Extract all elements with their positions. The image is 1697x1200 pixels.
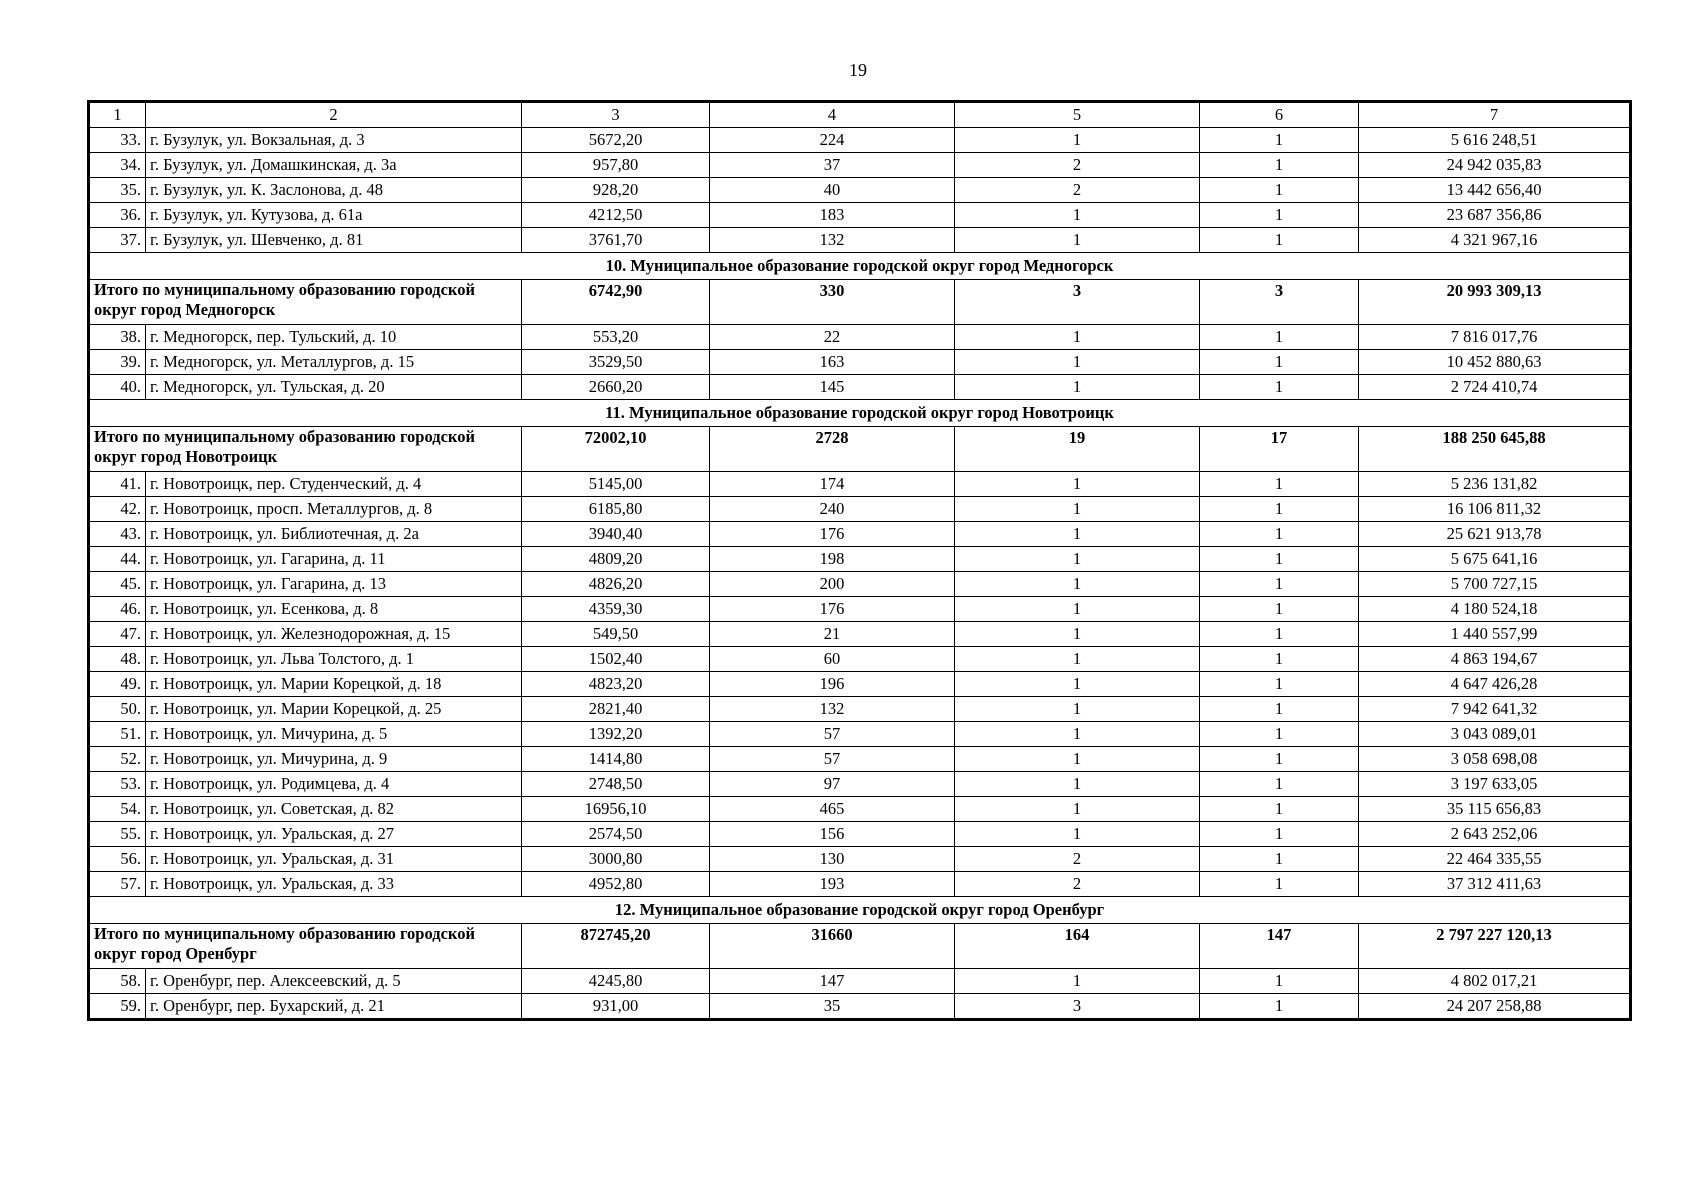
cost-cell: 4 802 017,21 bbox=[1359, 969, 1631, 994]
area-cell: 3761,70 bbox=[522, 228, 710, 253]
residents-cell: 193 bbox=[710, 872, 955, 897]
cost-cell: 13 442 656,40 bbox=[1359, 178, 1631, 203]
count-cell: 1 bbox=[1200, 722, 1359, 747]
address-cell: г. Новотроицк, просп. Металлургов, д. 8 bbox=[146, 497, 522, 522]
row-number: 48. bbox=[89, 647, 146, 672]
total-value: 188 250 645,88 bbox=[1359, 427, 1631, 472]
section-row bbox=[89, 253, 1631, 280]
residents-cell: 97 bbox=[710, 772, 955, 797]
count-cell: 1 bbox=[955, 497, 1200, 522]
count-cell: 1 bbox=[955, 375, 1200, 400]
total-value: 330 bbox=[710, 280, 955, 325]
table-row bbox=[89, 969, 1631, 994]
table-row bbox=[89, 497, 1631, 522]
cost-cell: 5 616 248,51 bbox=[1359, 128, 1631, 153]
cost-cell: 22 464 335,55 bbox=[1359, 847, 1631, 872]
address-cell: г. Оренбург, пер. Бухарский, д. 21 bbox=[146, 994, 522, 1020]
count-cell: 1 bbox=[955, 672, 1200, 697]
address-cell: г. Новотроицк, ул. Гагарина, д. 13 bbox=[146, 572, 522, 597]
cost-cell: 3 197 633,05 bbox=[1359, 772, 1631, 797]
column-number: 5 bbox=[955, 102, 1200, 128]
table-row bbox=[89, 153, 1631, 178]
count-cell: 2 bbox=[955, 153, 1200, 178]
section-title: 11. Муниципальное образование городской округ город Новотроицк bbox=[89, 400, 1631, 427]
count-cell: 1 bbox=[1200, 847, 1359, 872]
count-cell: 1 bbox=[955, 597, 1200, 622]
table-row bbox=[89, 178, 1631, 203]
cost-cell: 4 180 524,18 bbox=[1359, 597, 1631, 622]
address-cell: г. Новотроицк, ул. Марии Корецкой, д. 18 bbox=[146, 672, 522, 697]
area-cell: 928,20 bbox=[522, 178, 710, 203]
count-cell: 1 bbox=[955, 822, 1200, 847]
total-value: 3 bbox=[955, 280, 1200, 325]
cost-cell: 4 647 426,28 bbox=[1359, 672, 1631, 697]
area-cell: 4826,20 bbox=[522, 572, 710, 597]
row-number: 38. bbox=[89, 325, 146, 350]
total-value: 147 bbox=[1200, 924, 1359, 969]
table-row bbox=[89, 772, 1631, 797]
total-value: 2728 bbox=[710, 427, 955, 472]
total-value: 6742,90 bbox=[522, 280, 710, 325]
table-body bbox=[89, 102, 1631, 1020]
total-value: 17 bbox=[1200, 427, 1359, 472]
count-cell: 1 bbox=[1200, 203, 1359, 228]
area-cell: 16956,10 bbox=[522, 797, 710, 822]
residents-cell: 176 bbox=[710, 597, 955, 622]
table-row bbox=[89, 128, 1631, 153]
count-cell: 1 bbox=[1200, 697, 1359, 722]
row-number: 50. bbox=[89, 697, 146, 722]
cost-cell: 37 312 411,63 bbox=[1359, 872, 1631, 897]
residents-cell: 224 bbox=[710, 128, 955, 153]
total-value: 164 bbox=[955, 924, 1200, 969]
table-row bbox=[89, 375, 1631, 400]
address-cell: г. Новотроицк, ул. Мичурина, д. 5 bbox=[146, 722, 522, 747]
residents-cell: 147 bbox=[710, 969, 955, 994]
area-cell: 1392,20 bbox=[522, 722, 710, 747]
table-row bbox=[89, 522, 1631, 547]
area-cell: 2574,50 bbox=[522, 822, 710, 847]
count-cell: 1 bbox=[1200, 547, 1359, 572]
count-cell: 1 bbox=[1200, 153, 1359, 178]
count-cell: 1 bbox=[955, 228, 1200, 253]
cost-cell: 7 942 641,32 bbox=[1359, 697, 1631, 722]
cost-cell: 5 700 727,15 bbox=[1359, 572, 1631, 597]
table-row bbox=[89, 994, 1631, 1020]
table-row bbox=[89, 672, 1631, 697]
count-cell: 1 bbox=[1200, 572, 1359, 597]
total-value: 20 993 309,13 bbox=[1359, 280, 1631, 325]
table-row bbox=[89, 547, 1631, 572]
count-cell: 1 bbox=[1200, 325, 1359, 350]
residents-cell: 40 bbox=[710, 178, 955, 203]
count-cell: 1 bbox=[1200, 522, 1359, 547]
area-cell: 553,20 bbox=[522, 325, 710, 350]
count-cell: 1 bbox=[955, 747, 1200, 772]
cost-cell: 23 687 356,86 bbox=[1359, 203, 1631, 228]
total-value: 2 797 227 120,13 bbox=[1359, 924, 1631, 969]
residents-cell: 198 bbox=[710, 547, 955, 572]
area-cell: 957,80 bbox=[522, 153, 710, 178]
count-cell: 1 bbox=[955, 325, 1200, 350]
cost-cell: 4 321 967,16 bbox=[1359, 228, 1631, 253]
residents-cell: 196 bbox=[710, 672, 955, 697]
address-cell: г. Новотроицк, ул. Железнодорожная, д. 15 bbox=[146, 622, 522, 647]
area-cell: 3940,40 bbox=[522, 522, 710, 547]
row-number: 49. bbox=[89, 672, 146, 697]
area-cell: 3000,80 bbox=[522, 847, 710, 872]
cost-cell: 1 440 557,99 bbox=[1359, 622, 1631, 647]
column-number-row bbox=[89, 102, 1631, 128]
residents-cell: 176 bbox=[710, 522, 955, 547]
row-number: 35. bbox=[89, 178, 146, 203]
count-cell: 1 bbox=[1200, 772, 1359, 797]
residents-cell: 21 bbox=[710, 622, 955, 647]
column-number: 7 bbox=[1359, 102, 1631, 128]
row-number: 45. bbox=[89, 572, 146, 597]
area-cell: 4823,20 bbox=[522, 672, 710, 697]
total-value: 19 bbox=[955, 427, 1200, 472]
area-cell: 5145,00 bbox=[522, 472, 710, 497]
column-number: 6 bbox=[1200, 102, 1359, 128]
address-cell: г. Новотроицк, ул. Советская, д. 82 bbox=[146, 797, 522, 822]
count-cell: 1 bbox=[1200, 872, 1359, 897]
total-row bbox=[89, 427, 1631, 472]
table-row bbox=[89, 325, 1631, 350]
row-number: 53. bbox=[89, 772, 146, 797]
row-number: 59. bbox=[89, 994, 146, 1020]
row-number: 40. bbox=[89, 375, 146, 400]
address-cell: г. Бузулук, ул. Шевченко, д. 81 bbox=[146, 228, 522, 253]
count-cell: 1 bbox=[955, 547, 1200, 572]
count-cell: 1 bbox=[1200, 969, 1359, 994]
area-cell: 4245,80 bbox=[522, 969, 710, 994]
count-cell: 1 bbox=[1200, 228, 1359, 253]
total-label: Итого по муниципальному образованию городской округ город Оренбург bbox=[89, 924, 522, 969]
address-cell: г. Бузулук, ул. Домашкинская, д. 3а bbox=[146, 153, 522, 178]
address-cell: г. Новотроицк, ул. Уральская, д. 27 bbox=[146, 822, 522, 847]
address-cell: г. Новотроицк, ул. Гагарина, д. 11 bbox=[146, 547, 522, 572]
table-row bbox=[89, 647, 1631, 672]
row-number: 43. bbox=[89, 522, 146, 547]
cost-cell: 25 621 913,78 bbox=[1359, 522, 1631, 547]
section-row bbox=[89, 400, 1631, 427]
residents-cell: 156 bbox=[710, 822, 955, 847]
cost-cell: 7 816 017,76 bbox=[1359, 325, 1631, 350]
address-cell: г. Бузулук, ул. К. Заслонова, д. 48 bbox=[146, 178, 522, 203]
address-cell: г. Новотроицк, ул. Библиотечная, д. 2а bbox=[146, 522, 522, 547]
count-cell: 1 bbox=[955, 622, 1200, 647]
cost-cell: 24 207 258,88 bbox=[1359, 994, 1631, 1020]
total-value: 31660 bbox=[710, 924, 955, 969]
area-cell: 2748,50 bbox=[522, 772, 710, 797]
count-cell: 1 bbox=[955, 203, 1200, 228]
row-number: 51. bbox=[89, 722, 146, 747]
residents-cell: 22 bbox=[710, 325, 955, 350]
area-cell: 3529,50 bbox=[522, 350, 710, 375]
count-cell: 1 bbox=[955, 572, 1200, 597]
table-row bbox=[89, 822, 1631, 847]
residents-cell: 200 bbox=[710, 572, 955, 597]
table-row bbox=[89, 872, 1631, 897]
table-row bbox=[89, 847, 1631, 872]
table-row bbox=[89, 747, 1631, 772]
row-number: 36. bbox=[89, 203, 146, 228]
section-title: 10. Муниципальное образование городской округ город Медногорск bbox=[89, 253, 1631, 280]
count-cell: 1 bbox=[1200, 647, 1359, 672]
address-cell: г. Медногорск, пер. Тульский, д. 10 bbox=[146, 325, 522, 350]
count-cell: 1 bbox=[955, 522, 1200, 547]
count-cell: 1 bbox=[1200, 128, 1359, 153]
count-cell: 1 bbox=[955, 969, 1200, 994]
area-cell: 4952,80 bbox=[522, 872, 710, 897]
address-cell: г. Новотроицк, ул. Уральская, д. 31 bbox=[146, 847, 522, 872]
cost-cell: 5 675 641,16 bbox=[1359, 547, 1631, 572]
housing-table bbox=[87, 100, 1632, 1021]
residents-cell: 57 bbox=[710, 747, 955, 772]
table-row bbox=[89, 622, 1631, 647]
count-cell: 1 bbox=[955, 128, 1200, 153]
count-cell: 1 bbox=[1200, 672, 1359, 697]
row-number: 57. bbox=[89, 872, 146, 897]
row-number: 47. bbox=[89, 622, 146, 647]
count-cell: 1 bbox=[955, 472, 1200, 497]
area-cell: 4809,20 bbox=[522, 547, 710, 572]
count-cell: 1 bbox=[955, 722, 1200, 747]
residents-cell: 35 bbox=[710, 994, 955, 1020]
table-row bbox=[89, 472, 1631, 497]
address-cell: г. Бузулук, ул. Кутузова, д. 61а bbox=[146, 203, 522, 228]
cost-cell: 2 643 252,06 bbox=[1359, 822, 1631, 847]
table-row bbox=[89, 797, 1631, 822]
table-row bbox=[89, 203, 1631, 228]
page-number: 19 bbox=[849, 60, 867, 80]
count-cell: 2 bbox=[955, 178, 1200, 203]
table-row bbox=[89, 722, 1631, 747]
count-cell: 3 bbox=[955, 994, 1200, 1020]
column-number: 3 bbox=[522, 102, 710, 128]
residents-cell: 465 bbox=[710, 797, 955, 822]
area-cell: 1502,40 bbox=[522, 647, 710, 672]
total-row bbox=[89, 280, 1631, 325]
row-number: 44. bbox=[89, 547, 146, 572]
address-cell: г. Новотроицк, ул. Мичурина, д. 9 bbox=[146, 747, 522, 772]
section-title: 12. Муниципальное образование городской округ город Оренбург bbox=[89, 897, 1631, 924]
residents-cell: 145 bbox=[710, 375, 955, 400]
count-cell: 1 bbox=[1200, 375, 1359, 400]
count-cell: 1 bbox=[955, 697, 1200, 722]
address-cell: г. Медногорск, ул. Металлургов, д. 15 bbox=[146, 350, 522, 375]
cost-cell: 10 452 880,63 bbox=[1359, 350, 1631, 375]
cost-cell: 4 863 194,67 bbox=[1359, 647, 1631, 672]
row-number: 56. bbox=[89, 847, 146, 872]
row-number: 54. bbox=[89, 797, 146, 822]
area-cell: 6185,80 bbox=[522, 497, 710, 522]
row-number: 52. bbox=[89, 747, 146, 772]
table-row bbox=[89, 572, 1631, 597]
row-number: 58. bbox=[89, 969, 146, 994]
area-cell: 4212,50 bbox=[522, 203, 710, 228]
cost-cell: 2 724 410,74 bbox=[1359, 375, 1631, 400]
residents-cell: 240 bbox=[710, 497, 955, 522]
residents-cell: 183 bbox=[710, 203, 955, 228]
total-row bbox=[89, 924, 1631, 969]
residents-cell: 60 bbox=[710, 647, 955, 672]
address-cell: г. Новотроицк, ул. Льва Толстого, д. 1 bbox=[146, 647, 522, 672]
row-number: 37. bbox=[89, 228, 146, 253]
residents-cell: 132 bbox=[710, 228, 955, 253]
row-number: 39. bbox=[89, 350, 146, 375]
count-cell: 2 bbox=[955, 872, 1200, 897]
total-label: Итого по муниципальному образованию городской округ город Медногорск bbox=[89, 280, 522, 325]
cost-cell: 24 942 035,83 bbox=[1359, 153, 1631, 178]
count-cell: 1 bbox=[955, 647, 1200, 672]
row-number: 34. bbox=[89, 153, 146, 178]
address-cell: г. Медногорск, ул. Тульская, д. 20 bbox=[146, 375, 522, 400]
address-cell: г. Новотроицк, ул. Родимцева, д. 4 bbox=[146, 772, 522, 797]
count-cell: 1 bbox=[955, 797, 1200, 822]
count-cell: 1 bbox=[955, 350, 1200, 375]
area-cell: 1414,80 bbox=[522, 747, 710, 772]
count-cell: 2 bbox=[955, 847, 1200, 872]
cost-cell: 3 043 089,01 bbox=[1359, 722, 1631, 747]
row-number: 55. bbox=[89, 822, 146, 847]
total-value: 72002,10 bbox=[522, 427, 710, 472]
count-cell: 1 bbox=[1200, 497, 1359, 522]
address-cell: г. Новотроицк, ул. Марии Корецкой, д. 25 bbox=[146, 697, 522, 722]
address-cell: г. Новотроицк, ул. Есенкова, д. 8 bbox=[146, 597, 522, 622]
row-number: 42. bbox=[89, 497, 146, 522]
row-number: 33. bbox=[89, 128, 146, 153]
address-cell: г. Бузулук, ул. Вокзальная, д. 3 bbox=[146, 128, 522, 153]
residents-cell: 132 bbox=[710, 697, 955, 722]
address-cell: г. Новотроицк, ул. Уральская, д. 33 bbox=[146, 872, 522, 897]
count-cell: 1 bbox=[1200, 994, 1359, 1020]
total-label: Итого по муниципальному образованию городской округ город Новотроицк bbox=[89, 427, 522, 472]
count-cell: 1 bbox=[1200, 822, 1359, 847]
area-cell: 2821,40 bbox=[522, 697, 710, 722]
count-cell: 1 bbox=[1200, 747, 1359, 772]
cost-cell: 5 236 131,82 bbox=[1359, 472, 1631, 497]
count-cell: 1 bbox=[955, 772, 1200, 797]
column-number: 2 bbox=[146, 102, 522, 128]
table-row bbox=[89, 697, 1631, 722]
area-cell: 4359,30 bbox=[522, 597, 710, 622]
table-row bbox=[89, 597, 1631, 622]
residents-cell: 130 bbox=[710, 847, 955, 872]
count-cell: 1 bbox=[1200, 622, 1359, 647]
area-cell: 2660,20 bbox=[522, 375, 710, 400]
total-value: 872745,20 bbox=[522, 924, 710, 969]
address-cell: г. Оренбург, пер. Алексеевский, д. 5 bbox=[146, 969, 522, 994]
address-cell: г. Новотроицк, пер. Студенческий, д. 4 bbox=[146, 472, 522, 497]
row-number: 46. bbox=[89, 597, 146, 622]
count-cell: 1 bbox=[1200, 178, 1359, 203]
area-cell: 549,50 bbox=[522, 622, 710, 647]
cost-cell: 16 106 811,32 bbox=[1359, 497, 1631, 522]
residents-cell: 163 bbox=[710, 350, 955, 375]
total-value: 3 bbox=[1200, 280, 1359, 325]
section-row bbox=[89, 897, 1631, 924]
count-cell: 1 bbox=[1200, 472, 1359, 497]
count-cell: 1 bbox=[1200, 597, 1359, 622]
residents-cell: 37 bbox=[710, 153, 955, 178]
column-number: 1 bbox=[89, 102, 146, 128]
area-cell: 931,00 bbox=[522, 994, 710, 1020]
row-number: 41. bbox=[89, 472, 146, 497]
count-cell: 1 bbox=[1200, 350, 1359, 375]
residents-cell: 174 bbox=[710, 472, 955, 497]
table-row bbox=[89, 228, 1631, 253]
residents-cell: 57 bbox=[710, 722, 955, 747]
cost-cell: 35 115 656,83 bbox=[1359, 797, 1631, 822]
column-number: 4 bbox=[710, 102, 955, 128]
cost-cell: 3 058 698,08 bbox=[1359, 747, 1631, 772]
area-cell: 5672,20 bbox=[522, 128, 710, 153]
count-cell: 1 bbox=[1200, 797, 1359, 822]
table-row bbox=[89, 350, 1631, 375]
